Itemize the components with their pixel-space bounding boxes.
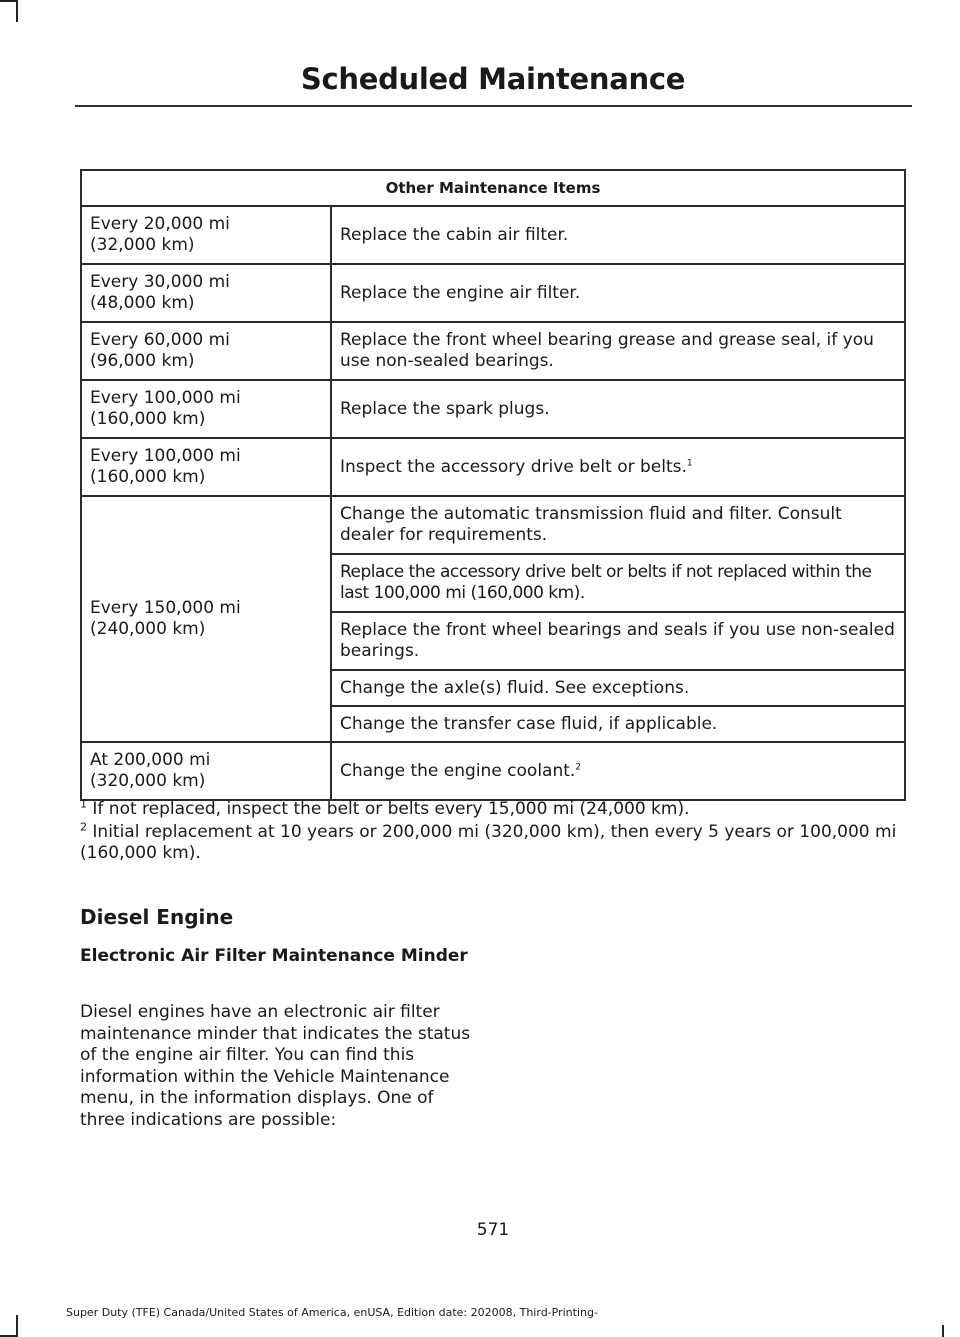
table-caption: Other Maintenance Items <box>81 170 905 206</box>
table-row <box>81 438 905 496</box>
action-cell: Change the engine coolant.$^2$ <box>331 742 905 800</box>
page-number: 571 <box>476 1220 510 1240</box>
page-title: Scheduled Maintenance <box>300 62 686 96</box>
table-row <box>81 380 905 438</box>
action-cell: Change the axle(s) fluid. See exceptions. <box>331 670 905 706</box>
interval-cell: Every 150,000 mi (240,000 km) <box>81 496 331 742</box>
maintenance-table <box>80 169 906 801</box>
table-row <box>81 322 905 380</box>
table-row <box>81 496 905 554</box>
section-heading: Diesel Engine <box>80 905 234 929</box>
interval-cell: Every 30,000 mi (48,000 km) <box>81 264 331 322</box>
interval-cell: Every 100,000 mi (160,000 km) <box>81 380 331 438</box>
crop-mark <box>942 1325 944 1337</box>
action-cell: Replace the engine air filter. <box>331 264 905 322</box>
crop-mark <box>16 0 18 22</box>
footnote: $^2$ Initial replacement at 10 years or 200,000 mi (320,000 km), then every 5 years or 100,000 mi (160,000 km). <box>80 820 897 863</box>
footnotes <box>80 799 910 866</box>
interval-cell: Every 100,000 mi (160,000 km) <box>81 438 331 496</box>
footnote-ref: 2 <box>575 761 582 772</box>
action-cell: Replace the front wheel bearing grease and grease seal, if you use non-sealed bearings. <box>331 322 905 380</box>
table-row <box>81 742 905 800</box>
header-divider <box>75 105 912 107</box>
action-cell: Inspect the accessory drive belt or belts.$^1$ <box>331 438 905 496</box>
action-cell: Replace the accessory drive belt or belts if not replaced within the last 100,000 mi (160,000 km). <box>331 554 905 612</box>
action-cell: Change the transfer case fluid, if applicable. <box>331 706 905 742</box>
body-paragraph: Diesel engines have an electronic air filter maintenance minder that indicates the status of the engine air filter. You can find this information within the Vehicle Maintenance menu, in the information displays. One of three indications are possible: <box>80 1002 471 1130</box>
interval-cell: Every 20,000 mi (32,000 km) <box>81 206 331 264</box>
crop-mark <box>16 1315 18 1337</box>
section-subheading: Electronic Air Filter Maintenance Minder <box>80 946 468 966</box>
action-cell: Replace the spark plugs. <box>331 380 905 438</box>
interval-cell: At 200,000 mi (320,000 km) <box>81 742 331 800</box>
action-cell: Change the automatic transmission fluid and filter. Consult dealer for requirements. <box>331 496 905 554</box>
action-cell: Replace the cabin air filter. <box>331 206 905 264</box>
footnote: $^1$ If not replaced, inspect the belt or belts every 15,000 mi (24,000 km). <box>80 797 690 819</box>
action-cell: Replace the front wheel bearings and seals if you use non-sealed bearings. <box>331 612 905 670</box>
table-row <box>81 206 905 264</box>
interval-cell: Every 60,000 mi (96,000 km) <box>81 322 331 380</box>
footer-text: Super Duty (TFE) Canada/United States of America, enUSA, Edition date: 202008, Third-Printing- <box>66 1306 598 1319</box>
table-row <box>81 264 905 322</box>
footnote-ref: 1 <box>686 457 693 468</box>
